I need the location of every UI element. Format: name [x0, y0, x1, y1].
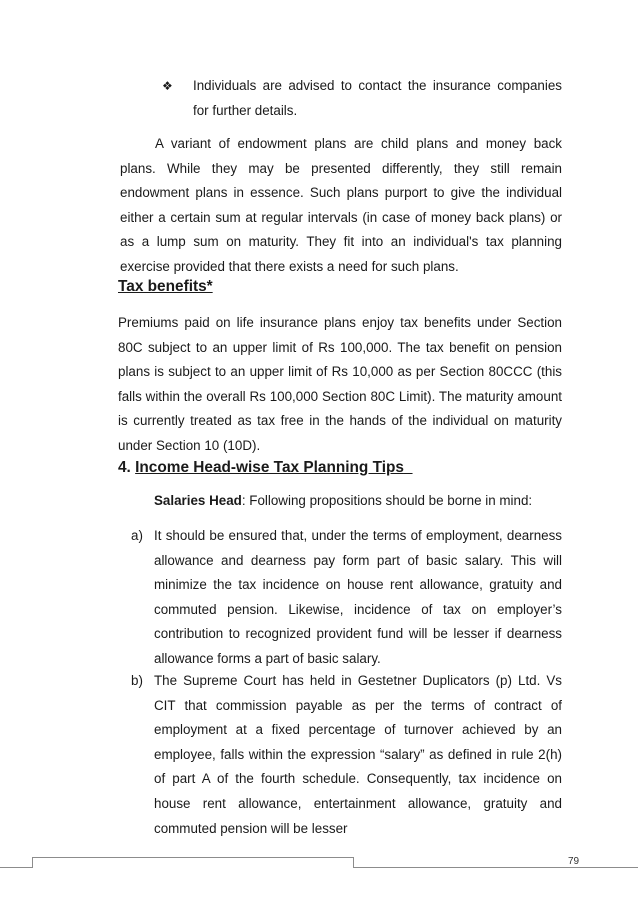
- diamond-bullet-icon: ❖: [162, 79, 173, 93]
- list-marker: a): [131, 528, 143, 543]
- tax-benefits-heading: Tax benefits*: [118, 278, 213, 295]
- section-number: 4.: [118, 459, 131, 476]
- page-number: 79: [568, 856, 580, 867]
- tax-benefits-paragraph: Premiums paid on life insurance plans enjoy tax benefits under Section 80C subject to an upper limit of Rs 100,000. The tax benefit on pension plans is subject to an upper limit of Rs 10,000 as per Section 80CCC (this falls within the overall Rs 100,000 Section 80C Limit). The maturity amount is currently treated as tax free in the hands of the individual on maturity under Section 10 (10D).: [118, 315, 562, 453]
- salaries-intro: [154, 489, 564, 514]
- list-item-text: The Supreme Court has held in Gestetner Duplicators (p) Ltd. Vs CIT that commission payable as per the terms of contract of employment at a fixed percentage of turnover achieved by an employee, falls within the expression “salary” as defined in rule 2(h) of part A of the fourth schedule. Consequently, tax incidence on house rent allowance, entertainment allowance, gratuity and commuted pension will be lesser: [154, 673, 562, 836]
- footer-tab: [32, 857, 354, 868]
- salaries-head-label: Salaries Head: [154, 493, 242, 508]
- salaries-intro-text: : Following propositions should be borne in mind:: [241, 493, 533, 508]
- section-title: Income Head-wise Tax Planning Tips: [135, 459, 404, 476]
- bullet-text: Individuals are advised to contact the insurance companies for further details.: [193, 78, 562, 118]
- endowment-paragraph: A variant of endowment plans are child plans and money back plans. While they may be presented differently, they still remain endowment plans in essence. Such plans purport to give the individual either a certain sum at regular intervals (in case of money back plans) or as a lump sum on maturity. They fit into an individual's tax planning exercise provided that there exists a need for such plans.: [120, 136, 562, 274]
- list-marker: b): [131, 673, 143, 688]
- section-4-heading: [118, 458, 413, 478]
- list-item-text: It should be ensured that, under the terms of employment, dearness allowance and dearness pay form part of basic salary. This will minimize the tax incidence on house rent allowance, gratuity and commuted pension. Likewise, incidence of tax on employer’s contribution to recognized provident fund will be lesser if dearness allowance forms a part of basic salary.: [154, 528, 562, 666]
